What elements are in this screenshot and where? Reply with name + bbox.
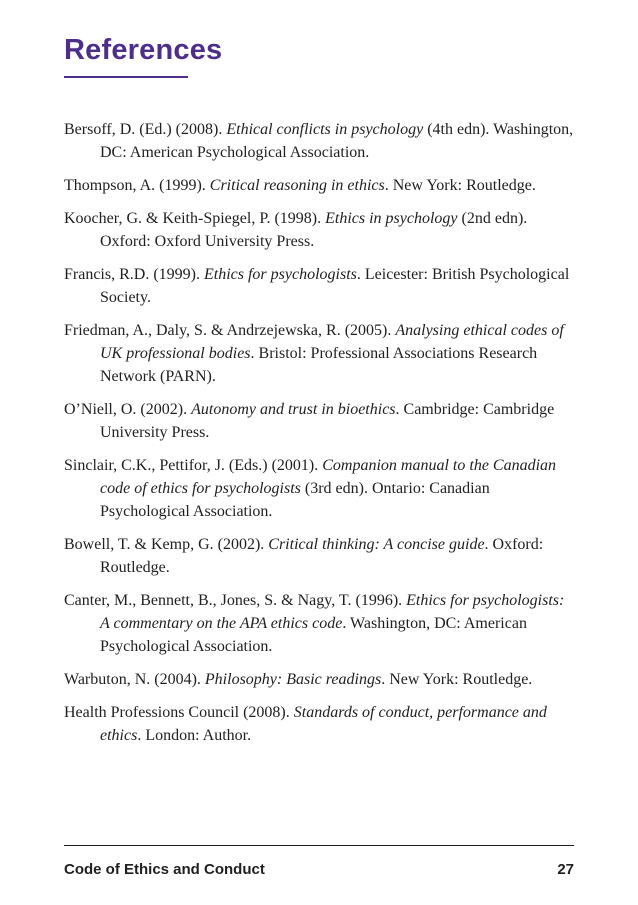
reference-authors-year: Koocher, G. & Keith-Spiegel, P. (1998).: [64, 210, 326, 227]
reference-authors-year: Warbuton, N. (2004).: [64, 671, 205, 688]
reference-title: Ethics in psychology: [325, 210, 458, 227]
reference-authors-year: Friedman, A., Daly, S. & Andrzejewska, R. (2005).: [64, 322, 396, 339]
reference-publication: (2nd edn). Oxford: Oxford University Press.: [100, 210, 528, 250]
footer-divider: [64, 845, 574, 846]
reference-title: Critical reasoning in ethics: [209, 177, 385, 194]
reference-publication: . London: Author.: [137, 727, 252, 744]
reference-authors-year: Francis, R.D. (1999).: [64, 266, 204, 283]
reference-item: [64, 589, 574, 658]
reference-item: [64, 174, 574, 197]
reference-authors-year: Canter, M., Bennett, B., Jones, S. & Nagy, T. (1996).: [64, 592, 407, 609]
heading-underline: [64, 76, 188, 78]
reference-title: Analysing ethical codes of UK professional bodies: [100, 322, 564, 362]
reference-authors-year: Sinclair, C.K., Pettifor, J. (Eds.) (2001).: [64, 457, 323, 474]
reference-publication: . Washington, DC: American Psychological Association.: [100, 615, 527, 655]
reference-authors-year: Thompson, A. (1999).: [64, 177, 210, 194]
reference-item: [64, 319, 574, 388]
reference-item: [64, 701, 574, 747]
page-number: 27: [557, 861, 574, 878]
reference-authors-year: O’Niell, O. (2002).: [64, 401, 192, 418]
reference-title: Philosophy: Basic readings: [204, 671, 382, 688]
reference-title: Ethics for psychologists: [203, 266, 357, 283]
reference-publication: (4th edn). Washington, DC: American Psychological Association.: [100, 121, 574, 161]
reference-item: [64, 533, 574, 579]
reference-title: Autonomy and trust in bioethics: [191, 401, 396, 418]
reference-publication: (3rd edn). Ontario: Canadian Psychological Association.: [100, 480, 490, 520]
reference-item: [64, 263, 574, 309]
reference-publication: . Bristol: Professional Associations Research Network (PARN).: [100, 345, 538, 385]
reference-title: Critical thinking: A concise guide: [268, 536, 485, 553]
reference-item: [64, 398, 574, 444]
reference-title: Ethical conflicts in psychology: [226, 121, 424, 138]
reference-title: Companion manual to the Canadian code of ethics for psychologists: [100, 457, 557, 497]
reference-publication: . Cambridge: Cambridge University Press.: [100, 401, 555, 441]
reference-publication: . Oxford: Routledge.: [100, 536, 544, 576]
footer-document-title: Code of Ethics and Conduct: [64, 861, 265, 878]
reference-list: [64, 118, 574, 757]
reference-authors-year: Bowell, T. & Kemp, G. (2002).: [64, 536, 269, 553]
reference-item: [64, 118, 574, 164]
page-heading: References: [64, 34, 223, 66]
reference-authors-year: Bersoff, D. (Ed.) (2008).: [64, 121, 227, 138]
reference-publication: . New York: Routledge.: [384, 177, 536, 194]
reference-title: Standards of conduct, performance and ethics: [100, 704, 547, 744]
reference-authors-year: Health Professions Council (2008).: [64, 704, 294, 721]
reference-publication: . New York: Routledge.: [381, 671, 533, 688]
reference-item: [64, 207, 574, 253]
reference-item: [64, 668, 574, 691]
reference-title: Ethics for psychologists: A commentary on the APA ethics code: [100, 592, 565, 632]
reference-item: [64, 454, 574, 523]
reference-publication: . Leicester: British Psychological Society.: [100, 266, 570, 306]
